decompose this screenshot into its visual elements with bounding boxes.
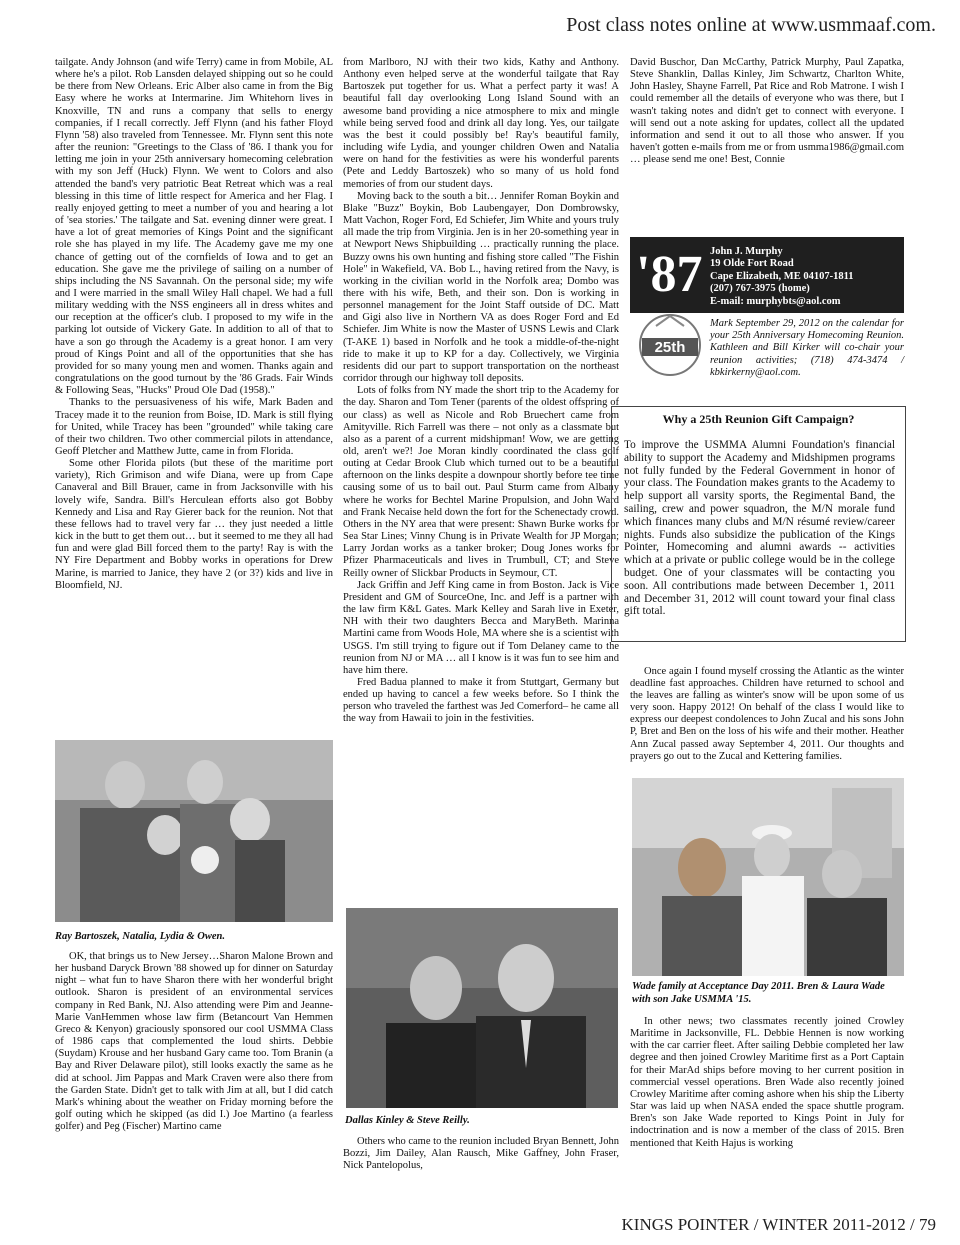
photo-kinley-reilly (346, 908, 618, 1108)
page-footer: KINGS POINTER / WINTER 2011-2012 / 79 (621, 1215, 936, 1234)
column-1-continued (55, 951, 333, 1133)
column-3-continued (630, 666, 904, 763)
25th-reunion-badge-icon (636, 312, 704, 378)
contact-line: Cape Elizabeth, ME 04107-1811 (710, 270, 854, 282)
photo-wade-family (632, 778, 904, 976)
column-1-text (55, 57, 333, 592)
paragraph: from Marlboro, NJ with their two kids, Kathy and Anthony. Anthony even helped serve at the wonderful tailgate that Ray Bartoszek put together for us. What a perfect party it was! A beautiful fall day overlooking Long Island Sound with an awesome band providing a nice atmosphere to mix and mingle while being served food and drink all day long. Yes, our tailgate was the best it could possibly be! Ray's beautiful family, including wife Lydia, and younger children Owen and Natalia were on hand for the festivities as were his wonderful parents (Pete and Leddy Bartoszek) who so many of us hold fond memories of from our student days. (343, 57, 619, 190)
paragraph: David Buschor, Dan McCarthy, Patrick Murphy, Paul Zapatka, Steve Shanklin, Dallas Kinley, Jim Schwartz, Charlton White, John Hasley, Shayne Farrell, Pat Rice and Rob Matrone. I wish I could remember all the details of everyone who was there, but I wasn't taking notes and didn't get to connect with everyone. I will send out a note asking for updates, collect all the updated information and send it out to all those who answer. If you haven't gotten e-mails from me or from usmma1986@gmail.com … please send me one! Best, Connie (630, 57, 904, 166)
caption-photo-3: Wade family at Acceptance Day 2011. Bren & Laura Wade with son Jake USMMA '15. (632, 981, 885, 1005)
paragraph: Once again I found myself crossing the Atlantic as the winter deadline fast approaches. Children have returned to school and the leaves are falling as winter's snow will be upon some of us very soon. Happy 2012! On behalf of the class I would like to express our deepest condolences to John Zucal and his sons John P, Bret and Ben on the loss of his wife and their mother. Heather Ann Zucal passed away September 4, 2011. Our thoughts and prayers go out to the Zucal and Kettering families. (630, 666, 904, 762)
contact-line: 19 Olde Fort Road (710, 258, 794, 270)
contact-line: E-mail: murphybts@aol.com (710, 295, 841, 307)
column-2-continued (343, 1136, 619, 1172)
gift-box-title: Why a 25th Reunion Gift Campaign? (662, 412, 855, 426)
column-2-text (343, 57, 619, 726)
gift-campaign-box (611, 406, 906, 642)
photo-bartoszek-family (55, 740, 333, 922)
paragraph: Others who came to the reunion included Bryan Bennett, John Bozzi, Jim Dailey, Alan Rausch, Mike Gaffney, John Fraser, Nick Pantelopolus, (343, 1136, 619, 1172)
contact-line: John J. Murphy (710, 246, 783, 257)
paragraph: Fred Badua planned to make it from Stuttgart, Germany but ended up having to cancel a few weeks before. So I think the person who traveled the farthest was Jed Comerford– he came all the way from Hawaii to join in the festivities. (343, 676, 619, 725)
paragraph: Lots of folks from NY made the short trip to the Academy for the day. Sharon and Tom Tener (parents of the oldest offspring of our class) as well as Nicole and Rob Bruechert came from Amityville. Rich Farrell was there – not only as a classmate but also as a parent of a current midshipman! Wow, we are getting old, aren't we?! Joe Moran kindly coordinated the class golf outing at Cedar Brook Club which turned out to be a beautiful afternoon on the links despite a downpour shortly before tee time causing some of us to bail out. Paul Sturm came from Albany where he works for Bechtel Marine Propulsion, and John Ward and Frank Necaise held down the fort for the Schenectady crowd. Others in the NY area that were present: Shawn Burke works for Sea Star Lines; Vinny Chung is in Private Wealth for JP Morgan; Larry Jordan works as a tanker broker; Doug Jones works for Pfizer Pharmaceuticals and lives in Trumbull, CT; and Steve Reilly owner of Slickbar Products in Seymour, CT. (343, 385, 619, 579)
paragraph: tailgate. Andy Johnson (and wife Terry) came in from Mobile, AL where he's a pilot. Rob Lansden delayed shipping out so he could be there from New Orleans. Eric Alber also came in from the Big Easy where he works at Intermarine. Jim Whitehorn lives in Knoxville, TN and runs a company that sells to energy companies, if I recall correctly. Jeff Flynn (and his father Floyd Flynn '58) also traveled from Tennessee. Mr. Flynn sent this note after the reunion: "Greetings to the Class of '86. I thank you for letting me join in your 25th anniversary homecoming celebration with my son Jeff (Huck) Flynn. We went to Colors and also attended the band's very patriotic Beat Retreat which was a real blessing in this time of little respect for America and her Flag. I really enjoyed getting to meet a number of you and hearing a lot of 'sea stories.' The tailgate and Sat. evening dinner were great. I have a lot of great memories of Kings Point and the significant role she has played in my life. The Academy gave me my one chance of getting out of the cornfields of Iowa and to get an education. She gave me the privilege of sailing on a number of ships including the NS Savannah. On the personal side; my wife and I were married in the small Wiley Hall chapel. We had a full military wedding with the NSS engineers all in dress whites and our reception at the officer's club. I proposed to my wife in the parking lot outside of Vickery Gate. In addition to all of that to have a son go through the Academy is a great honor. I am very proud of Kings Point and all of the opportunities that she has provided for so many young men and women. Thanks again and congratulations on the good turnout by the '86 Grads. Fair Winds & Following Seas, "Hucks" Proud Ole Dad (1958)." (55, 57, 333, 397)
class-contact (710, 246, 854, 308)
caption-photo-1: Ray Bartoszek, Natalia, Lydia & Owen. (55, 931, 225, 942)
paragraph: In other news; two classmates recently joined Crowley Maritime in Jacksonville, FL. Debbie Hennen is now working with the car carrier fleet. After sailing Debbie completed her law degree and then joined Crowley Maritime first as a Port Captain for their MarAd ships before moving to her current position in commercial vessel operations. Bren Wade also recently joined Crowley Maritime after coming ashore when his ship the Liberty Star was laid up when NASA ended the space shuttle program. Bren's son Jake Wade reported to Kings Point in July for indoctrination and is now a member of the class of 2015. Bren mentioned that Keith Hajus is working (630, 1016, 904, 1149)
reunion-note: Mark September 29, 2012 on the calendar for your 25th Anniversary Homecoming Reunion. Kathleen and Bill Kirker will co-chair your reunion activities; (718) 474-3474 / kbkirkerny@aol.com. (710, 318, 904, 378)
paragraph: Some other Florida pilots (but these of the maritime port variety), Rich Grimison and wife Diana, were up from Cape Canaveral and Bill Brauer, came in from Jacksonville with his lovely wife, Sandra. Bill's Herculean efforts also got Bobby Kennedy and Lisa and Ray Gierer back for the reunion. Not that these fellows had to travel very far … they just needed a little kick in the butt to get them out… but it seemed to me they all had fun and were glad Bill forced them to the party! Ray is with the NY Fire Department and Bobby works in operations for Drew Marine, is married to Janice, they have 2 (or 3?) kids and live in Bloomfield, NJ. (55, 458, 333, 591)
class-contact-box (630, 237, 904, 313)
caption-photo-2: Dallas Kinley & Steve Reilly. (345, 1115, 470, 1126)
class-year: '87 (636, 246, 703, 303)
paragraph: Moving back to the south a bit… Jennifer Roman Boykin and Blake "Buzz" Boykin, Bob Laubengayer, Don Dombrowsky, Matt Vachon, Roger Ford, Ed Schiefer, Jim White and yours truly all made the trip from Virginia. Jen is in her 20-something year in at Newport News Shipbuilding … practically running the place. Buzzy owns his own hunting and fishing store called "The Fishin Hole" in Wakefield, VA. Bob L., having retired from the Navy, is working in the civilian world in the Norfolk area; Dombo was there with his wife, Beth, and their son. Don is working in personnel management for the Joint Staff outside of DC. Matt and Gigi also live in Northern VA as does Roger Ford and Ed Schiefer. Jim White is now the Master of USNS Lewis and Clark (T-AKE 1) based in Norfolk and he took a middle-of-the-night ride to make it up to KP for a day. Collectively, we Virginia residents did our part to support transportation on the northeast corridor through our highway toll deposits. (343, 190, 619, 385)
gift-box-body: To improve the USMMA Alumni Foundation's financial ability to support the Academy and Midshipmen programs not fully funded by the Federal Government in honor of your class. The Foundation makes grants to the Academy to help support all varsity sports, the Regimental Band, the sailing, crew and power squadron, the M/N morale fund which finances many clubs and M/N résumé review/career nights. Funds also subsidize the publication of the Kings Pointer, Homecoming and alumni awards -- activities which at a private or public college would be in the college budget. One of your classmates will be contacting you soon. All contributions made between December 1, 2011 and December 31, 2012 will count toward your final class gift total. (624, 439, 895, 618)
page-header: Post class notes online at www.usmmaaf.com. (566, 14, 936, 36)
paragraph: Jack Griffin and Jeff King came in from Boston. Jack is Vice President and GM of SourceOne, Inc. and Jeff is a partner with the law firm K&L Gates. Mark Kelley and Sarah live in Exeter, NH with their two daughters Becca and MaryBeth. Marinna Martini came from Woods Hole, MA where she is a scientist with USGS. I'm still trying to figure out if Tom Delaney came to the reunion from NJ or MA … all I know is it was fun to see him and have him there. (343, 579, 619, 676)
badge-label: 25th (654, 339, 686, 356)
paragraph: OK, that brings us to New Jersey…Sharon Malone Brown and her husband Daryck Brown '88 showed up for dinner on Saturday night – what fun to have Sharon there with her wonderful bright outlook. Sharon is president of an environmental services company in Red Bank, NJ. Also attending were Pim and Jeanne-Marie VanHemmen whose law firm (Betancourt Van Hemmen Greco & Kenyon) graciously sponsored our cool USMMA Class of 1986 caps that complemented the loud shirts. Debbie (Suydam) Krouse and her husband Gary came too. Tom Branin (a Bay and River Delaware pilot), still looks exactly the same as he did at school. Jim Pappas and Mark Craven were also there from the Garden State. Didn't get to talk with Jim at all, but I did catch Mark's whining about the weather on Friday morning before the golf outing which he skipped (as did I.) Joe Martino (a fearless golfer) and Peg (Fischer) Martino came (55, 951, 333, 1133)
column-3-final (630, 1016, 904, 1150)
paragraph: Thanks to the persuasiveness of his wife, Mark Baden and Tracey made it to the reunion from Boise, ID. Mark is still flying for United, while Tracey has been "grounded" while taking care of their two children. Two other commercial pilots in attendance, Geoff Pletcher and Matthew Jutte, came in from Florida. (55, 397, 333, 457)
contact-line: (207) 767-3975 (home) (710, 283, 810, 295)
column-3-text (630, 57, 904, 166)
